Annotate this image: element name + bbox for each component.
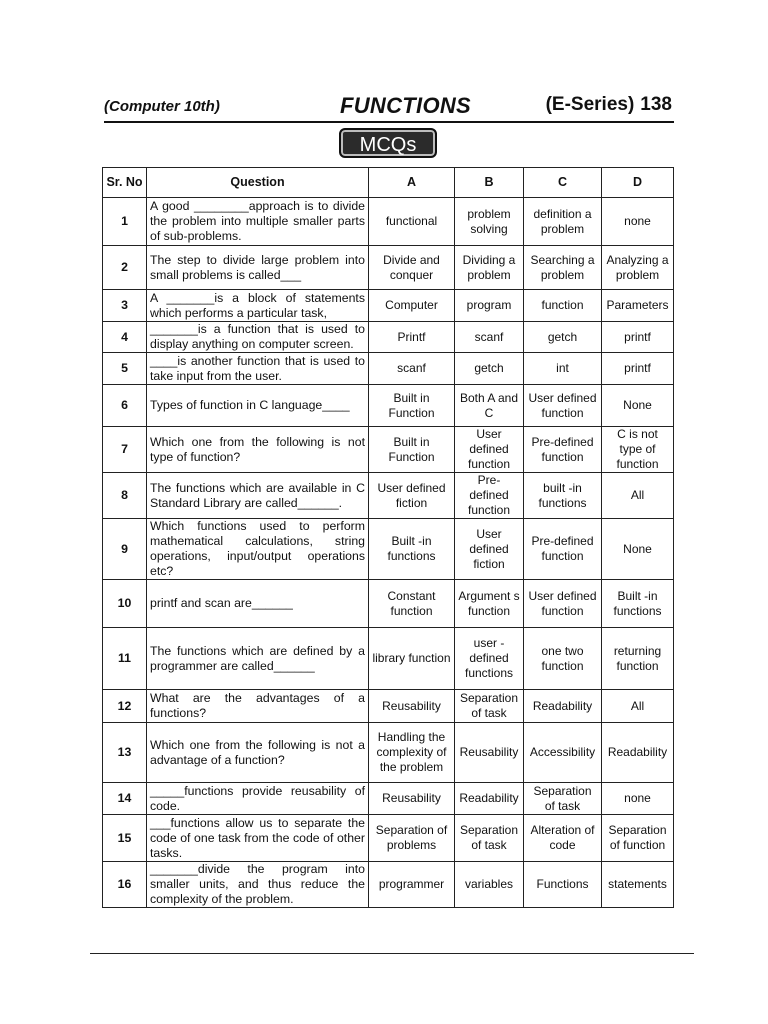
table-row	[103, 723, 674, 783]
option-d: printf	[602, 322, 674, 353]
table-row	[103, 690, 674, 723]
table-row	[103, 473, 674, 519]
option-a: Reusability	[369, 690, 455, 723]
table-body	[103, 198, 674, 908]
option-c: Separation of task	[524, 783, 602, 815]
option-b: User defined fiction	[455, 519, 524, 580]
table-row	[103, 246, 674, 290]
question-text: _______divide the program into smaller units, and thus reduce the complexity of the problem.	[147, 862, 369, 908]
footer-rule	[90, 953, 694, 954]
sr-number: 16	[103, 862, 147, 908]
header-question: Question	[147, 168, 369, 198]
sr-number: 8	[103, 473, 147, 519]
option-d: Built -in functions	[602, 580, 674, 628]
option-d: None	[602, 519, 674, 580]
option-a: scanf	[369, 353, 455, 385]
option-b: Argument s function	[455, 580, 524, 628]
sr-number: 10	[103, 580, 147, 628]
sr-number: 3	[103, 290, 147, 322]
option-a: library function	[369, 628, 455, 690]
option-c: getch	[524, 322, 602, 353]
table-row	[103, 198, 674, 246]
option-c: built -in functions	[524, 473, 602, 519]
sr-number: 7	[103, 427, 147, 473]
option-b: getch	[455, 353, 524, 385]
header-option-b: B	[455, 168, 524, 198]
option-a: Separation of problems	[369, 815, 455, 862]
sr-number: 5	[103, 353, 147, 385]
mcqs-badge: MCQs	[339, 128, 437, 158]
option-b: variables	[455, 862, 524, 908]
option-b: Separation of task	[455, 815, 524, 862]
book-title: (Computer 10th)	[104, 98, 220, 115]
option-c: one two function	[524, 628, 602, 690]
option-d: Analyzing a problem	[602, 246, 674, 290]
option-b: program	[455, 290, 524, 322]
question-text: Which functions used to perform mathematical calculations, string operations, input/output operations etc?	[147, 519, 369, 580]
table-row	[103, 322, 674, 353]
option-b: Readability	[455, 783, 524, 815]
option-d: Readability	[602, 723, 674, 783]
option-a: Divide and conquer	[369, 246, 455, 290]
option-b: Pre-defined function	[455, 473, 524, 519]
table-header-row	[103, 168, 674, 198]
table-row	[103, 815, 674, 862]
option-c: definition a problem	[524, 198, 602, 246]
option-c: Accessibility	[524, 723, 602, 783]
question-text: What are the advantages of a functions?	[147, 690, 369, 723]
header-rule	[104, 121, 674, 123]
option-a: Reusability	[369, 783, 455, 815]
option-a: functional	[369, 198, 455, 246]
sr-number: 13	[103, 723, 147, 783]
option-a: Constant function	[369, 580, 455, 628]
question-text: printf and scan are______	[147, 580, 369, 628]
option-b: Dividing a problem	[455, 246, 524, 290]
option-b: Reusability	[455, 723, 524, 783]
question-text: Types of function in C language____	[147, 385, 369, 427]
table-row	[103, 519, 674, 580]
option-a: Built in Function	[369, 427, 455, 473]
option-b: user - defined functions	[455, 628, 524, 690]
table-row	[103, 628, 674, 690]
option-c: User defined function	[524, 385, 602, 427]
option-d: returning function	[602, 628, 674, 690]
question-text: ____is another function that is used to take input from the user.	[147, 353, 369, 385]
question-text: A good ________approach is to divide the problem into multiple smaller parts of sub-problems.	[147, 198, 369, 246]
option-d: Parameters	[602, 290, 674, 322]
option-a: Handling the complexity of the problem	[369, 723, 455, 783]
option-c: Pre-defined function	[524, 519, 602, 580]
page-header	[104, 93, 674, 120]
option-d: C is not type of function	[602, 427, 674, 473]
option-c: Readability	[524, 690, 602, 723]
chapter-title: FUNCTIONS	[340, 93, 472, 118]
table-row	[103, 427, 674, 473]
option-d: statements	[602, 862, 674, 908]
sr-number: 12	[103, 690, 147, 723]
question-text: A _______is a block of statements which performs a particular task,	[147, 290, 369, 322]
question-text: _______is a function that is used to display anything on computer screen.	[147, 322, 369, 353]
option-a: Computer	[369, 290, 455, 322]
option-c: User defined function	[524, 580, 602, 628]
sr-number: 14	[103, 783, 147, 815]
sr-number: 2	[103, 246, 147, 290]
sr-number: 1	[103, 198, 147, 246]
page-number: 138	[640, 94, 672, 115]
option-b: problem solving	[455, 198, 524, 246]
question-text: Which one from the following is not a advantage of a function?	[147, 723, 369, 783]
option-c: function	[524, 290, 602, 322]
question-text: The functions which are defined by a programmer are called______	[147, 628, 369, 690]
option-d: none	[602, 783, 674, 815]
header-option-c: C	[524, 168, 602, 198]
table-row	[103, 580, 674, 628]
mcq-table	[102, 167, 674, 908]
question-text: _____functions provide reusability of code.	[147, 783, 369, 815]
option-d: All	[602, 690, 674, 723]
question-text: The step to divide large problem into small problems is called___	[147, 246, 369, 290]
option-a: Built in Function	[369, 385, 455, 427]
option-d: All	[602, 473, 674, 519]
option-c: Searching a problem	[524, 246, 602, 290]
option-c: Alteration of code	[524, 815, 602, 862]
table-row	[103, 353, 674, 385]
option-c: Functions	[524, 862, 602, 908]
option-b: Separation of task	[455, 690, 524, 723]
sr-number: 6	[103, 385, 147, 427]
series-name: (E-Series)	[545, 94, 635, 115]
question-text: The functions which are available in C Standard Library are called______.	[147, 473, 369, 519]
sr-number: 15	[103, 815, 147, 862]
option-b: User defined function	[455, 427, 524, 473]
option-b: scanf	[455, 322, 524, 353]
option-d: Separation of function	[602, 815, 674, 862]
table-row	[103, 862, 674, 908]
table-row	[103, 783, 674, 815]
sr-number: 9	[103, 519, 147, 580]
sr-number: 11	[103, 628, 147, 690]
option-c: Pre-defined function	[524, 427, 602, 473]
option-a: Built -in functions	[369, 519, 455, 580]
header-sr-no: Sr. No	[103, 168, 147, 198]
table-row	[103, 385, 674, 427]
option-d: printf	[602, 353, 674, 385]
sr-number: 4	[103, 322, 147, 353]
header-option-d: D	[602, 168, 674, 198]
option-a: Printf	[369, 322, 455, 353]
option-d: none	[602, 198, 674, 246]
option-a: User defined fiction	[369, 473, 455, 519]
option-c: int	[524, 353, 602, 385]
option-b: Both A and C	[455, 385, 524, 427]
option-a: programmer	[369, 862, 455, 908]
header-option-a: A	[369, 168, 455, 198]
option-d: None	[602, 385, 674, 427]
table-row	[103, 290, 674, 322]
question-text: Which one from the following is not type of function?	[147, 427, 369, 473]
series-label	[546, 94, 672, 116]
question-text: ___functions allow us to separate the code of one task from the code of other tasks.	[147, 815, 369, 862]
